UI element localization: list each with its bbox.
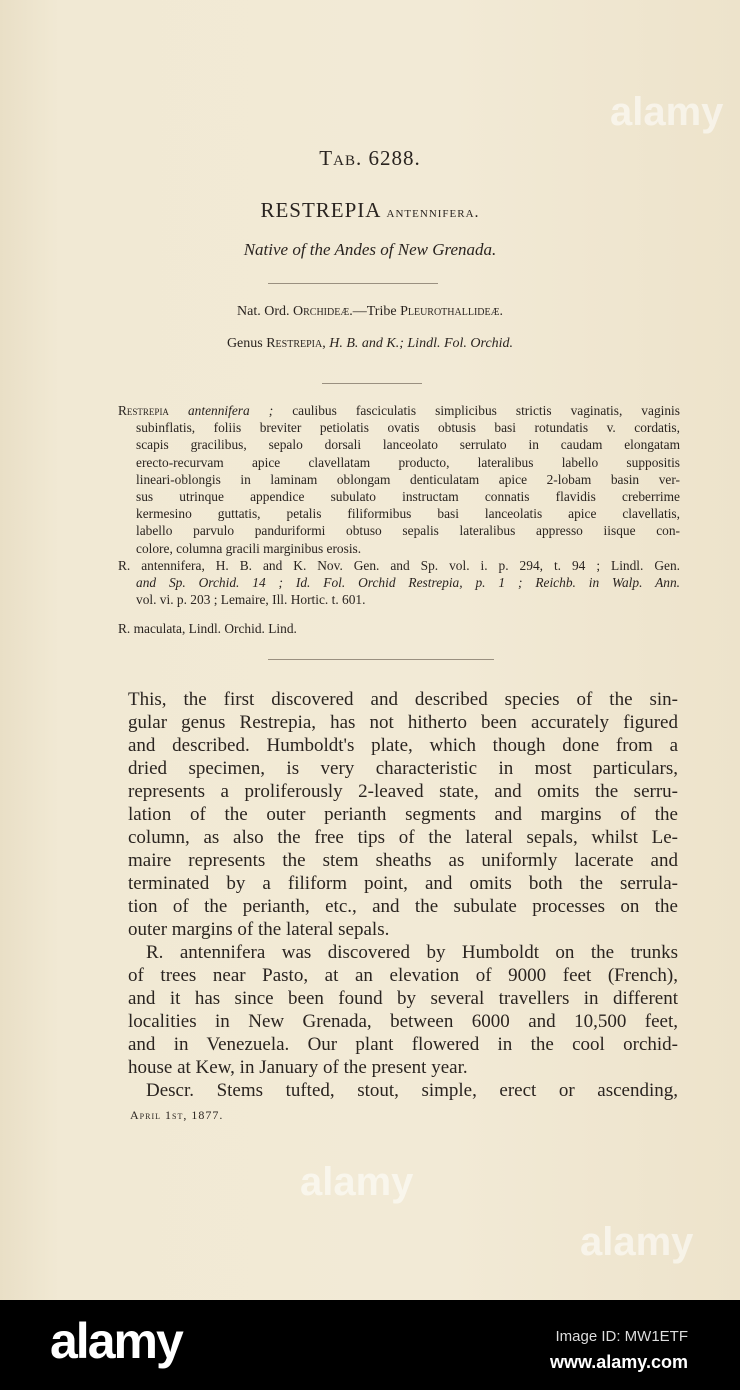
latin-species: antennifera ; xyxy=(187,403,274,418)
genus-prefix: Genus xyxy=(226,336,263,351)
order-line xyxy=(0,304,740,320)
image-id: Image ID: MW1ETF xyxy=(555,1328,688,1345)
latin-line: sus utrinque appendice subulato instructam connatis flavidis creberrime xyxy=(136,489,680,505)
latin-line: colore, columna gracili marginibus erosis. xyxy=(136,540,362,556)
genus-authority: H. B. and K.; Lindl. Fol. Orchid. xyxy=(329,336,514,351)
synonym xyxy=(118,620,680,637)
watermark: alamy xyxy=(300,1160,414,1204)
body-line: represents a proliferously 2-leaved state, and omits the serru- xyxy=(128,781,678,802)
latin-line: subinflatis, foliis breviter petiolatis ovatis obtusis basi rotundatis v. cordatis, xyxy=(136,420,680,436)
divider xyxy=(268,283,438,284)
plate-number: Tab. 6288. xyxy=(319,146,421,170)
body-line: R. antennifera was discovered by Humboldt on the trunks xyxy=(146,942,678,963)
watermark: alamy xyxy=(610,90,724,134)
watermark: alamy xyxy=(580,1220,694,1264)
genus-name: RESTREPIA xyxy=(260,198,381,222)
body-line: This, the first discovered and described species of the sin- xyxy=(128,689,678,710)
site-link[interactable]: www.alamy.com xyxy=(549,1352,688,1372)
latin-line: caulibus fasciculatis simplicibus strictis vaginatis, vaginis xyxy=(292,403,680,418)
latin-line: lineari-oblongis in laminam oblongam denticulatam apice 2-lobam basin ver- xyxy=(136,471,680,487)
body-line: gular genus Restrepia, has not hitherto been accurately figured xyxy=(128,712,678,733)
body-line: house at Kew, in January of the present year. xyxy=(128,1057,468,1078)
body-line: column, as also the free tips of the lateral sepals, whilst Le- xyxy=(128,827,678,848)
body-line: dried specimen, is very characteristic in most particulars, xyxy=(128,758,678,779)
references xyxy=(118,557,680,609)
latin-line: kermesino guttatis, petalis filiformibus basi lanceolatis apice clavellatis, xyxy=(136,506,680,522)
latin-genus: Restrepia xyxy=(118,403,169,418)
body-line: Descr. Stems tufted, stout, simple, erect or ascending, xyxy=(146,1080,678,1101)
body-line: outer margins of the lateral sepals. xyxy=(128,919,390,940)
reference-line: R. antennifera, H. B. and K. Nov. Gen. and Sp. vol. i. p. 294, t. 94 ; Lindl. Gen. xyxy=(118,558,680,573)
species-name: antennifera. xyxy=(386,204,480,221)
genus-ref: Restrepia, xyxy=(266,336,326,351)
body-line: maire represents the stem sheaths as uniformly lacerate and xyxy=(128,850,678,871)
body-line: terminated by a filiform point, and omits both the serrula- xyxy=(128,873,678,894)
latin-line: scapis gracilibus, sepalo dorsali lanceolato serrulato in caudam elongatam xyxy=(136,437,680,453)
reference-line: and Sp. Orchid. 14 ; Id. Fol. Orchid Restrepia, p. 1 ; Reichb. in Walp. Ann. xyxy=(136,575,680,591)
alamy-logo: alamy xyxy=(50,1313,182,1369)
genus-line xyxy=(0,336,740,352)
species-title xyxy=(0,198,740,223)
body-line: and it has since been found by several travellers in different xyxy=(128,988,678,1009)
tribe-name: Pleurothallideæ. xyxy=(400,304,503,319)
order-name: Orchideæ. xyxy=(293,304,353,319)
latin-description xyxy=(118,402,680,557)
latin-line: labello parvulo panduriformi obtuso sepalis lateralibus appresso iisque con- xyxy=(136,523,680,539)
synonym-line: R. maculata, Lindl. Orchid. Lind. xyxy=(118,621,297,636)
latin-line: erecto-recurvam apice clavellatam producto, lateralibus labello suppositis xyxy=(136,454,680,470)
reference-line: vol. vi. p. 203 ; Lemaire, Ill. Hortic. t. 601. xyxy=(136,592,366,608)
native-line: Native of the Andes of New Grenada. xyxy=(243,240,497,259)
tribe-prefix: —Tribe xyxy=(352,304,397,319)
order-prefix: Nat. Ord. xyxy=(237,304,290,319)
divider xyxy=(268,659,494,660)
body-text xyxy=(128,688,678,1102)
footer-bar xyxy=(0,1300,740,1390)
divider xyxy=(322,383,422,384)
body-line: of trees near Pasto, at an elevation of 9000 feet (French), xyxy=(128,965,678,986)
issue-date: April 1st, 1877. xyxy=(130,1108,224,1122)
body-line: and in Venezuela. Our plant flowered in the cool orchid- xyxy=(128,1034,678,1055)
body-line: and described. Humboldt's plate, which though done from a xyxy=(128,735,678,756)
body-line: localities in New Grenada, between 6000 and 10,500 feet, xyxy=(128,1011,678,1032)
body-line: lation of the outer perianth segments and margins of the xyxy=(128,804,678,825)
body-line: tion of the perianth, etc., and the subulate processes on the xyxy=(128,896,678,917)
